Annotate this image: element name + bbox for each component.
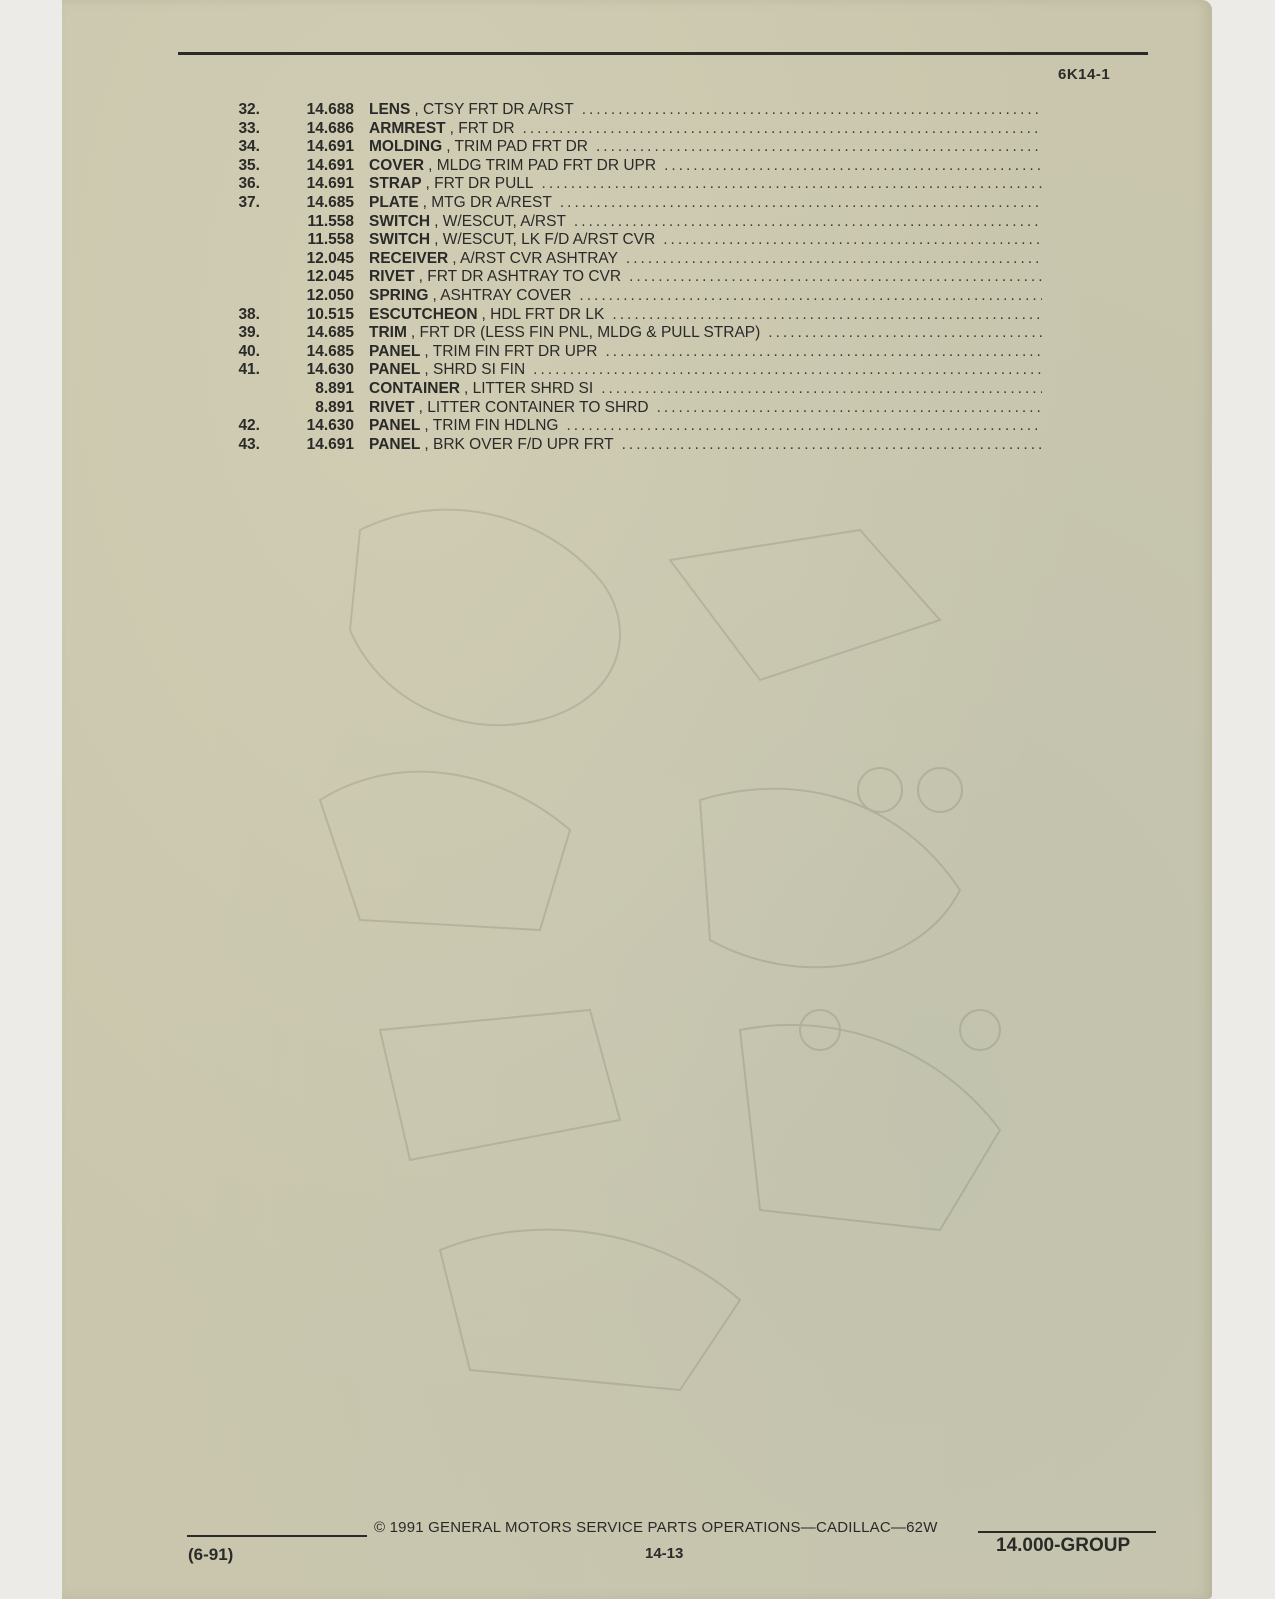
dot-leader xyxy=(601,380,1042,399)
part-row xyxy=(220,250,1042,269)
ref-number: 32. xyxy=(238,101,260,118)
dot-leader xyxy=(560,194,1042,213)
part-name: SWITCH xyxy=(369,231,431,249)
dot-leader xyxy=(657,399,1042,418)
group-number: 14.685 xyxy=(306,324,354,342)
footer-rule-left xyxy=(187,1535,367,1537)
part-description: , MTG DR A/REST xyxy=(422,193,552,211)
dot-leader xyxy=(612,306,1042,325)
part-description: , W/ESCUT, LK F/D A/RST CVR xyxy=(434,231,656,249)
part-row xyxy=(220,268,1042,287)
group-number: 14.630 xyxy=(306,417,354,435)
group-number: 12.050 xyxy=(306,286,354,304)
part-row xyxy=(220,157,1042,176)
part-row xyxy=(220,417,1042,436)
part-description: , LITTER SHRD SI xyxy=(464,379,594,397)
part-description: , A/RST CVR ASHTRAY xyxy=(452,249,618,267)
part-name: STRAP xyxy=(369,175,422,193)
part-name: CONTAINER xyxy=(369,379,460,397)
part-name: RIVET xyxy=(369,268,415,286)
part-row xyxy=(220,138,1042,157)
part-name: PANEL xyxy=(369,417,421,435)
bleed-through-illustration xyxy=(240,470,1100,1430)
part-row xyxy=(220,175,1042,194)
part-row xyxy=(220,361,1042,380)
part-name: MOLDING xyxy=(369,138,443,156)
ref-number: 34. xyxy=(238,138,260,156)
group-number: 10.515 xyxy=(306,305,354,323)
part-description: , FRT DR xyxy=(449,119,515,137)
part-description: , FRT DR (LESS FIN PNL, MLDG & PULL STRAP) xyxy=(410,324,761,342)
part-row xyxy=(220,231,1042,250)
part-description: , TRIM FIN HDLNG xyxy=(424,417,559,435)
part-name: RECEIVER xyxy=(369,249,449,267)
page-number: 14-13 xyxy=(645,1545,684,1562)
part-row xyxy=(220,120,1042,139)
group-number: 11.558 xyxy=(307,231,354,249)
group-number: 14.691 xyxy=(306,156,354,174)
part-name: PANEL xyxy=(369,342,421,360)
part-description: , MLDG TRIM PAD FRT DR UPR xyxy=(428,156,657,174)
dot-leader xyxy=(768,324,1042,343)
group-number: 12.045 xyxy=(306,249,354,267)
group-number: 14.691 xyxy=(306,435,354,453)
group-number: 14.691 xyxy=(306,175,354,193)
dot-leader xyxy=(605,343,1042,362)
group-number: 8.891 xyxy=(315,379,354,397)
dot-leader xyxy=(664,157,1042,176)
part-row xyxy=(220,436,1042,455)
part-name: SPRING xyxy=(369,286,429,304)
part-description: , HDL FRT DR LK xyxy=(481,305,605,323)
part-description: , LITTER CONTAINER TO SHRD xyxy=(418,398,649,416)
part-description: , SHRD SI FIN xyxy=(424,361,526,379)
group-label: 14.000-GROUP xyxy=(996,1535,1131,1556)
part-row xyxy=(220,287,1042,306)
ref-number: 38. xyxy=(238,305,260,323)
part-name: PANEL xyxy=(369,361,421,379)
part-description: , BRK OVER F/D UPR FRT xyxy=(424,435,614,453)
group-number: 12.045 xyxy=(306,268,354,286)
ref-number: 41. xyxy=(238,361,260,379)
part-description: , CTSY FRT DR A/RST xyxy=(414,101,574,118)
parts-list xyxy=(220,101,1042,454)
part-description: , TRIM PAD FRT DR xyxy=(446,138,588,156)
group-number: 14.686 xyxy=(306,119,354,137)
dot-leader xyxy=(663,231,1042,250)
part-description: , ASHTRAY COVER xyxy=(432,286,572,304)
group-number: 14.691 xyxy=(306,138,354,156)
page-code: 6K14-1 xyxy=(1058,66,1111,83)
part-row xyxy=(220,306,1042,325)
dot-leader xyxy=(579,287,1042,306)
part-description: , TRIM FIN FRT DR UPR xyxy=(424,342,598,360)
ref-number: 37. xyxy=(238,193,260,211)
header-rule xyxy=(178,52,1148,55)
part-name: PANEL xyxy=(369,435,421,453)
group-number: 14.685 xyxy=(306,342,354,360)
dot-leader xyxy=(582,101,1042,120)
part-row xyxy=(220,380,1042,399)
group-number: 14.630 xyxy=(306,361,354,379)
part-name: LENS xyxy=(369,101,411,118)
dot-leader xyxy=(626,250,1042,269)
part-name: SWITCH xyxy=(369,212,431,230)
dot-leader xyxy=(622,436,1042,455)
group-number: 14.685 xyxy=(306,193,354,211)
ref-number: 42. xyxy=(238,417,260,435)
dot-leader xyxy=(566,417,1042,436)
part-name: ESCUTCHEON xyxy=(369,305,478,323)
part-name: ARMREST xyxy=(369,119,446,137)
part-name: TRIM xyxy=(369,324,407,342)
part-row xyxy=(220,343,1042,362)
part-row xyxy=(220,194,1042,213)
part-name: RIVET xyxy=(369,398,415,416)
dot-leader xyxy=(574,213,1042,232)
ref-number: 36. xyxy=(238,175,260,193)
dot-leader xyxy=(596,138,1042,157)
footer-rule-right xyxy=(978,1531,1156,1533)
dot-leader xyxy=(523,120,1042,139)
part-row xyxy=(220,101,1042,120)
part-name: COVER xyxy=(369,156,425,174)
part-row xyxy=(220,399,1042,418)
part-description: , FRT DR ASHTRAY TO CVR xyxy=(418,268,622,286)
dot-leader xyxy=(542,175,1042,194)
ref-number: 33. xyxy=(238,119,260,137)
ref-number: 40. xyxy=(238,342,260,360)
part-row xyxy=(220,324,1042,343)
part-description: , FRT DR PULL xyxy=(425,175,534,193)
dot-leader xyxy=(629,268,1042,287)
group-number: 11.558 xyxy=(307,212,354,230)
part-row xyxy=(220,213,1042,232)
ref-number: 43. xyxy=(238,435,260,453)
revision-date: (6-91) xyxy=(188,1545,234,1564)
copyright-line: © 1991 GENERAL MOTORS SERVICE PARTS OPERATIONS—CADILLAC—62W xyxy=(374,1519,938,1536)
ref-number: 35. xyxy=(238,156,260,174)
part-description: , W/ESCUT, A/RST xyxy=(434,212,566,230)
ref-number: 39. xyxy=(238,324,260,342)
group-number: 14.688 xyxy=(306,101,354,118)
group-number: 8.891 xyxy=(315,398,354,416)
dot-leader xyxy=(533,361,1042,380)
part-name: PLATE xyxy=(369,193,419,211)
